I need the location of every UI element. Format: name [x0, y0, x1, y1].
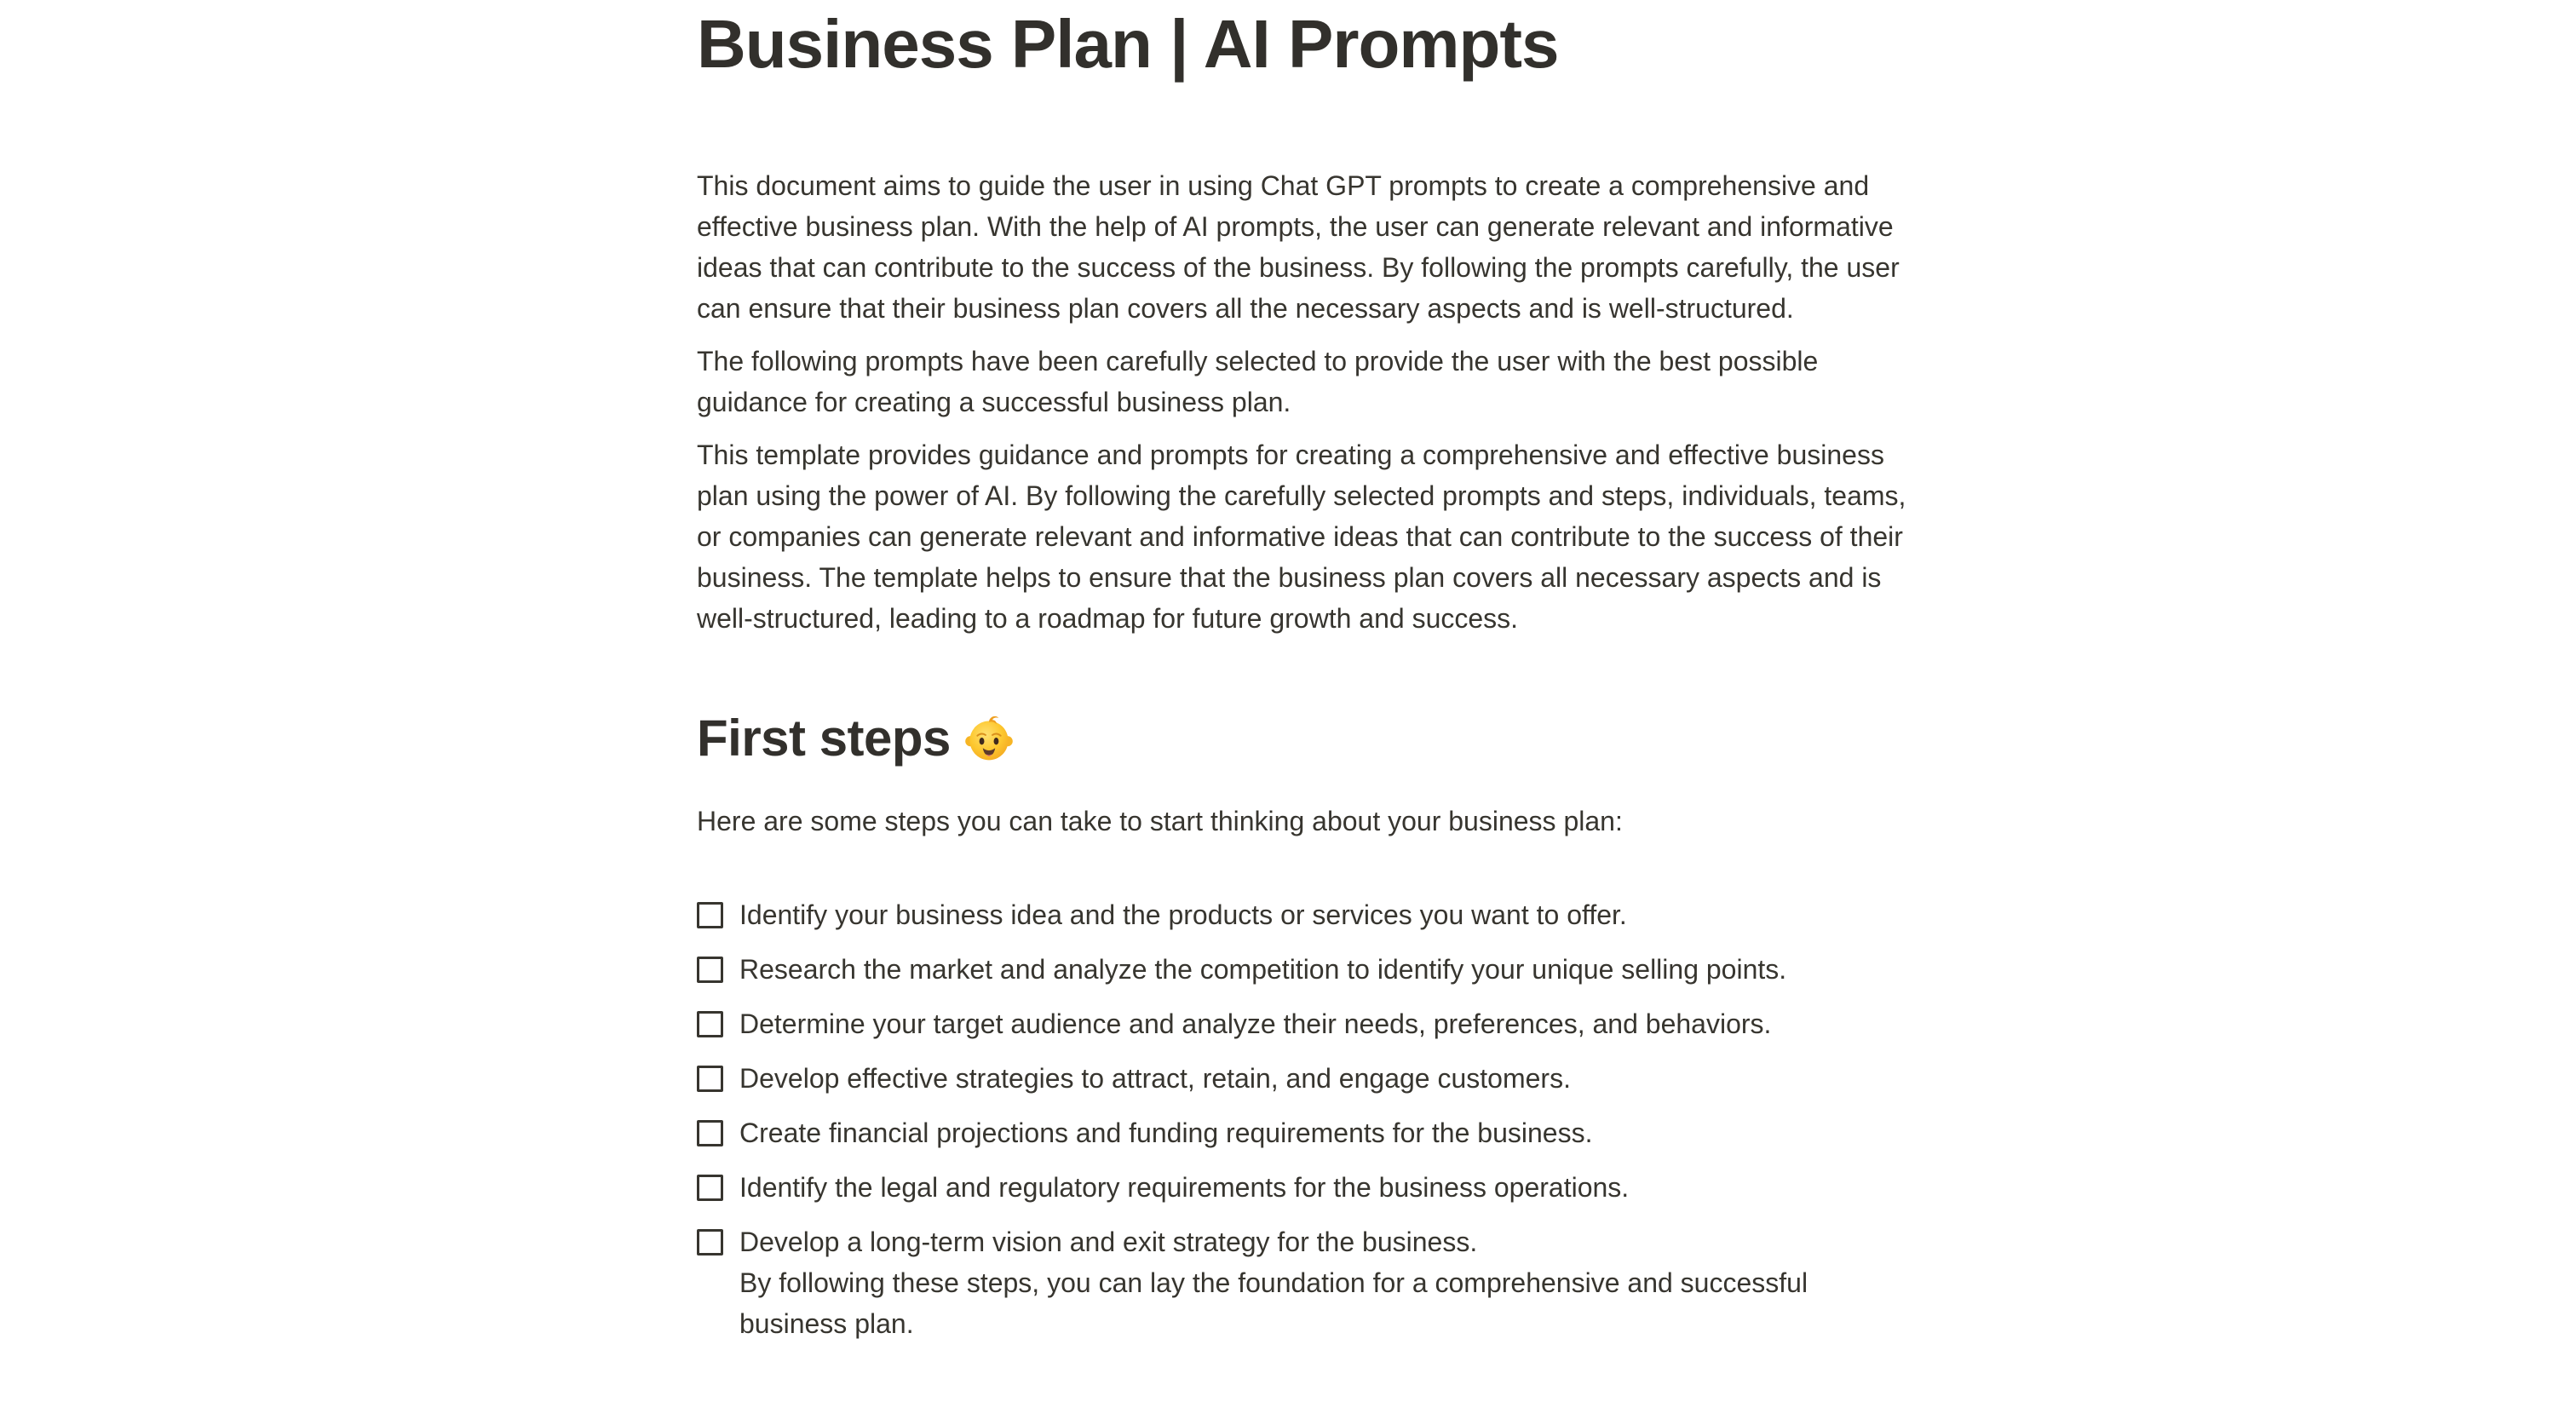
todo-label: Determine your target audience and analyze their needs, preferences, and behaviors.: [739, 1008, 1772, 1039]
todo-label: Develop effective strategies to attract, retain, and engage customers.: [739, 1063, 1571, 1094]
intro-paragraph-1: This document aims to guide the user in using Chat GPT prompts to create a comprehensive and effective business plan. With the help of AI prompts, the user can generate relevant and informative ideas that can contribute to the success of the business. By following the prompts carefully, the user can ensure that their business plan covers all the necessary aspects and is well-structured.: [697, 170, 1900, 324]
todo-list: [697, 894, 1915, 1344]
section-heading-text: First steps: [697, 710, 951, 767]
todo-checkbox[interactable]: [697, 1066, 723, 1092]
todo-item: [697, 949, 1915, 990]
todo-item: [697, 894, 1915, 935]
todo-checkbox[interactable]: [697, 1175, 723, 1201]
baby-emoji: [964, 714, 1014, 763]
todo-label: Identify the legal and regulatory requirements for the business operations.: [739, 1172, 1630, 1203]
section-heading: [697, 710, 1915, 767]
todo-item: [697, 1167, 1915, 1208]
todo-label: Create financial projections and funding requirements for the business.: [739, 1118, 1593, 1148]
todo-item: [697, 1221, 1915, 1344]
document-page: [697, 0, 1915, 1344]
intro-paragraph-2: The following prompts have been carefully selected to provide the user with the best possible guidance for creating a successful business plan.: [697, 346, 1819, 417]
section-lead: Here are some steps you can take to start thinking about your business plan:: [697, 806, 1623, 836]
todo-item: [697, 1058, 1915, 1099]
todo-item: [697, 1112, 1915, 1153]
todo-checkbox[interactable]: [697, 1229, 723, 1255]
page-title: Business Plan | AI Prompts: [697, 6, 1559, 82]
intro-section: [697, 165, 1915, 639]
todo-checkbox[interactable]: [697, 902, 723, 928]
intro-paragraph-3: This template provides guidance and prompts for creating a comprehensive and effective business plan using the power of AI. By following the carefully selected prompts and steps, individuals, teams, or companies can generate relevant and informative ideas that can contribute to the success of their business. The template helps to ensure that the business plan covers all necessary aspects and is well-structured, leading to a roadmap for future growth and success.: [697, 440, 1906, 634]
todo-label: Develop a long-term vision and exit strategy for the business.: [739, 1227, 1478, 1257]
todo-label: Identify your business idea and the products or services you want to offer.: [739, 899, 1627, 930]
todo-item: [697, 1003, 1915, 1044]
todo-checkbox[interactable]: [697, 1011, 723, 1037]
todo-checkbox[interactable]: [697, 1120, 723, 1146]
todo-checkbox[interactable]: [697, 957, 723, 983]
todo-label: Research the market and analyze the competition to identify your unique selling points.: [739, 954, 1787, 985]
todo-continuation: By following these steps, you can lay the foundation for a comprehensive and successful business plan.: [739, 1267, 1808, 1339]
